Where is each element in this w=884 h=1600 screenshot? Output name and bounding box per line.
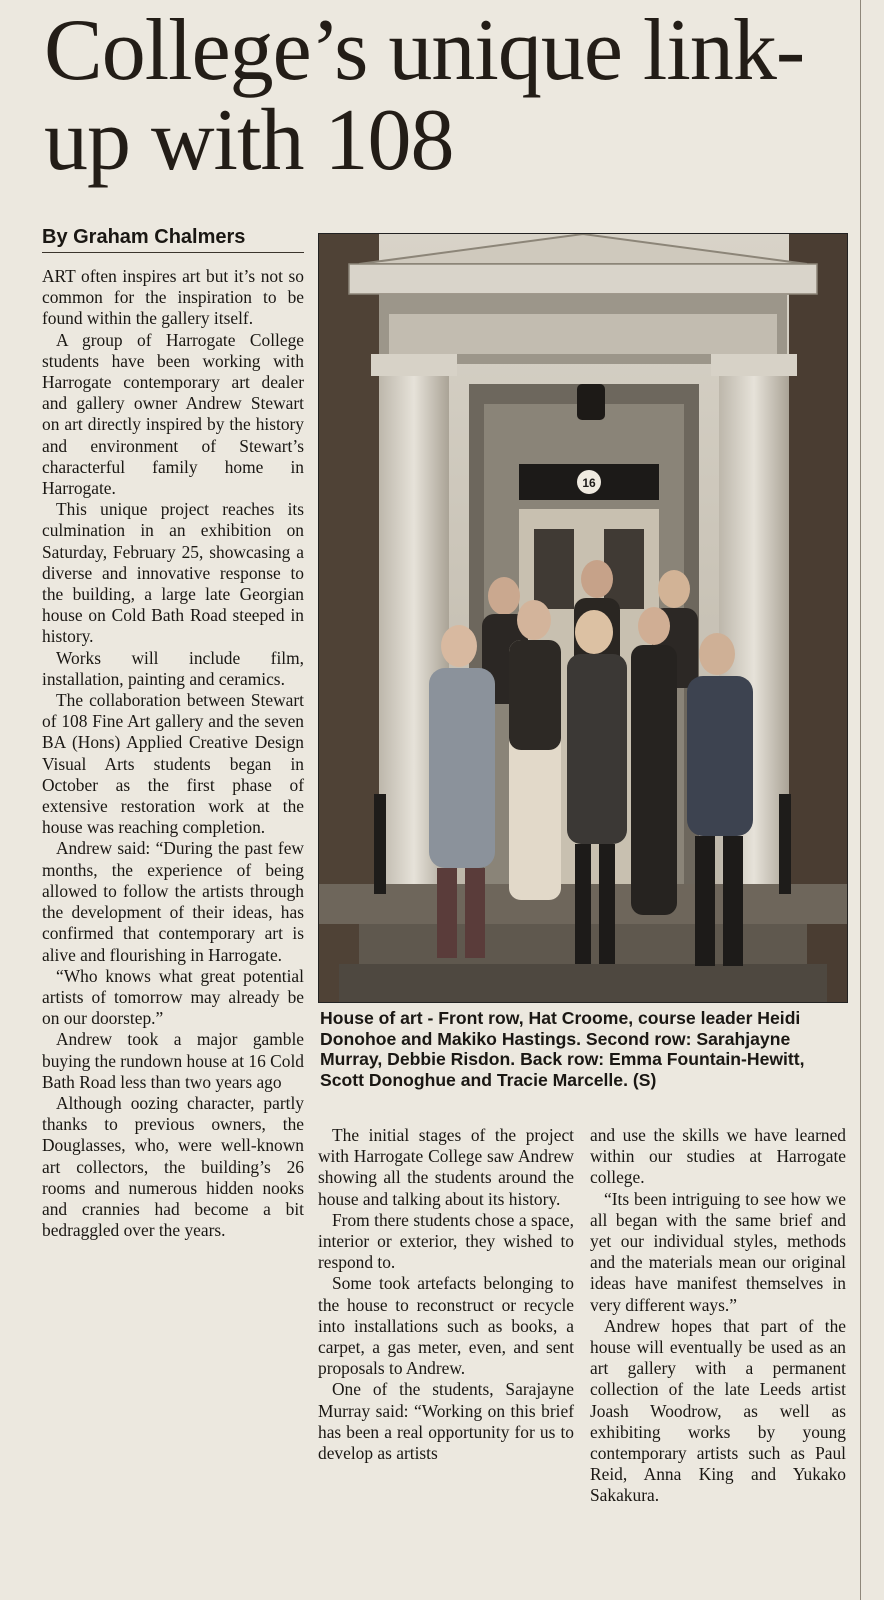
headline: College’s unique link-up with 108 (44, 2, 805, 189)
paragraph: Andrew said: “During the past few months, the experience of being allowed to follow the artists through the development of their ideas, has confirmed that contemporary art is alive and flourishing in Harrogate. (42, 838, 304, 965)
paragraph: A group of Harrogate College students have been working with Harrogate contemporary art dealer and gallery owner Andrew Stewart on art directly inspired by the history and environment of Stewart’s characterful family home in Harrogate. (42, 329, 304, 499)
column-divider (860, 0, 861, 1600)
paragraph: The initial stages of the project with Harrogate College saw Andrew showing all the students around the house and talking about its history. (318, 1125, 574, 1209)
paragraph: “Who knows what great potential artists of tomorrow may already be on our doorstep.” (42, 965, 304, 1029)
paragraph: Andrew took a major gamble buying the rundown house at 16 Cold Bath Road less than two years ago (42, 1029, 304, 1092)
paragraph: This unique project reaches its culmination in an exhibition on Saturday, February 25, showcasing a diverse and innovative response to the building, a large late Georgian house on Cold Bath Road steeped in history. (42, 499, 304, 647)
byline: By Graham Chalmers (42, 226, 304, 253)
paragraph: Andrew hopes that part of the house will eventually be used as an art gallery with a permanent collection of the late Leeds artist Joash Woodrow, as well as exhibiting works by young contemporary artists such as Paul Reid, Anna King and Yukako Sakakura. (590, 1315, 846, 1506)
door-number: 16 (582, 476, 596, 490)
paragraph: From there students chose a space, interior or exterior, they wished to respond to. (318, 1209, 574, 1273)
paragraph: “Its been intriguing to see how we all began with the same brief and yet our individual styles, methods and the materials mean our original ideas have manifest themselves in very different ways.” (590, 1188, 846, 1315)
article-column-3 (590, 1125, 846, 1507)
paragraph: Works will include film, installation, painting and ceramics. (42, 647, 304, 689)
paragraph: and use the skills we have learned within our studies at Harrogate college. (590, 1125, 846, 1188)
paragraph: ART often inspires art but it’s not so common for the inspiration to be found within the gallery itself. (42, 266, 304, 329)
photo-caption: House of art - Front row, Hat Croome, course leader Heidi Donohoe and Makiko Hastings. Second row: Sarahjayne Murray, Debbie Risdon. Back row: Emma Fountain-Hewitt, Scott Donoghue and Tracie Marcelle. (S) (320, 1008, 805, 1090)
paragraph: Although oozing character, partly thanks to previous owners, the Douglasses, who, were well-known art collectors, the building’s 26 rooms and numerous hidden nooks and crannies had become a bit bedraggled over the years. (42, 1092, 304, 1241)
house-group-photo (318, 233, 848, 1003)
paragraph: One of the students, Sarajayne Murray said: “Working on this brief has been a real opportunity for us to develop as artists (318, 1379, 574, 1464)
paragraph: The collaboration between Stewart of 108 Fine Art gallery and the seven BA (Hons) Applied Creative Design Visual Arts students began in October as the first phase of extensive restoration work at the house was reaching completion. (42, 690, 304, 838)
article-column-1 (42, 266, 304, 1241)
paragraph: Some took artefacts belonging to the house to reconstruct or recycle into installations such as books, a carpet, a gas meter, even, and sent proposals to Andrew. (318, 1273, 574, 1379)
article-column-2 (318, 1125, 574, 1464)
